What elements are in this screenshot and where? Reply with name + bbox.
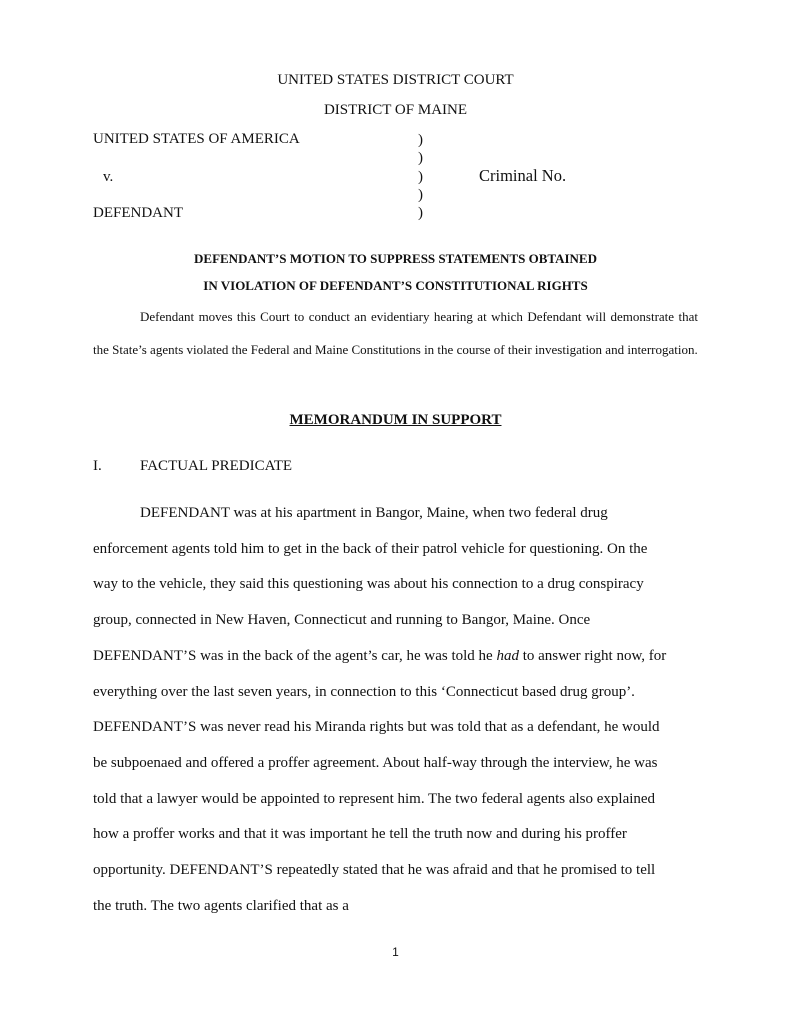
section-title: FACTUAL PREDICATE xyxy=(140,458,293,474)
body-line: way to the vehicle, they said this questioning was about his connection to a drug conspiracy xyxy=(93,576,644,592)
body-line: the truth. The two agents clarified that as a xyxy=(93,898,349,914)
intro-paragraph-text: Defendant moves this Court to conduct an evidentiary hearing at which Defendant will demonstrate that the State’s agents violated the Federal and Maine Constitutions in the course of their investigation and interrogation. xyxy=(93,309,698,357)
motion-title-line-1: DEFENDANT’S MOTION TO SUPPRESS STATEMENTS OBTAINED xyxy=(194,251,597,266)
court-name: UNITED STATES DISTRICT COURT xyxy=(277,72,514,88)
body-line: group, connected in New Haven, Connecticut and running to Bangor, Maine. Once xyxy=(93,612,591,628)
body-line: enforcement agents told him to get in the back of their patrol vehicle for questioning. On the xyxy=(93,541,648,557)
body-line: how a proffer works and that it was important he tell the truth now and during his proffer xyxy=(93,826,627,842)
caption-paren: ) xyxy=(418,150,423,166)
body-text: to answer right now, for xyxy=(518,648,667,664)
body-emphasis: had xyxy=(496,648,519,664)
intro-paragraph xyxy=(93,301,698,366)
body-line: be subpoenaed and offered a proffer agreement. About half-way through the interview, he was xyxy=(93,755,658,771)
caption-paren: ) xyxy=(418,205,423,221)
caption-paren: ) xyxy=(418,169,423,185)
caption-defendant: DEFENDANT xyxy=(93,205,183,221)
body-line: DEFENDANT’S was never read his Miranda rights but was told that as a defendant, he would xyxy=(93,719,660,735)
caption-paren: ) xyxy=(418,132,423,148)
body-line: everything over the last seven years, in connection to this ‘Connecticut based drug group’. xyxy=(93,684,635,700)
caption-plaintiff: UNITED STATES OF AMERICA xyxy=(93,131,300,147)
body-text: DEFENDANT’S was in the back of the agent’s car, he was told he xyxy=(93,648,497,664)
body-line: DEFENDANT was at his apartment in Bangor, Maine, when two federal drug xyxy=(140,505,608,521)
criminal-number-label: Criminal No. xyxy=(479,166,567,185)
body-line xyxy=(93,648,666,665)
motion-title-line-2: IN VIOLATION OF DEFENDANT’S CONSTITUTIONAL RIGHTS xyxy=(203,278,588,293)
section-number: I. xyxy=(93,458,102,474)
caption-versus: v. xyxy=(103,169,114,185)
page-number: 1 xyxy=(392,945,399,959)
body-line: told that a lawyer would be appointed to represent him. The two federal agents also explained xyxy=(93,791,656,807)
memorandum-heading: MEMORANDUM IN SUPPORT xyxy=(289,412,502,428)
body-line: opportunity. DEFENDANT’S repeatedly stated that he was afraid and that he promised to tell xyxy=(93,862,656,878)
caption-paren: ) xyxy=(418,187,423,203)
court-district: DISTRICT OF MAINE xyxy=(323,102,468,118)
